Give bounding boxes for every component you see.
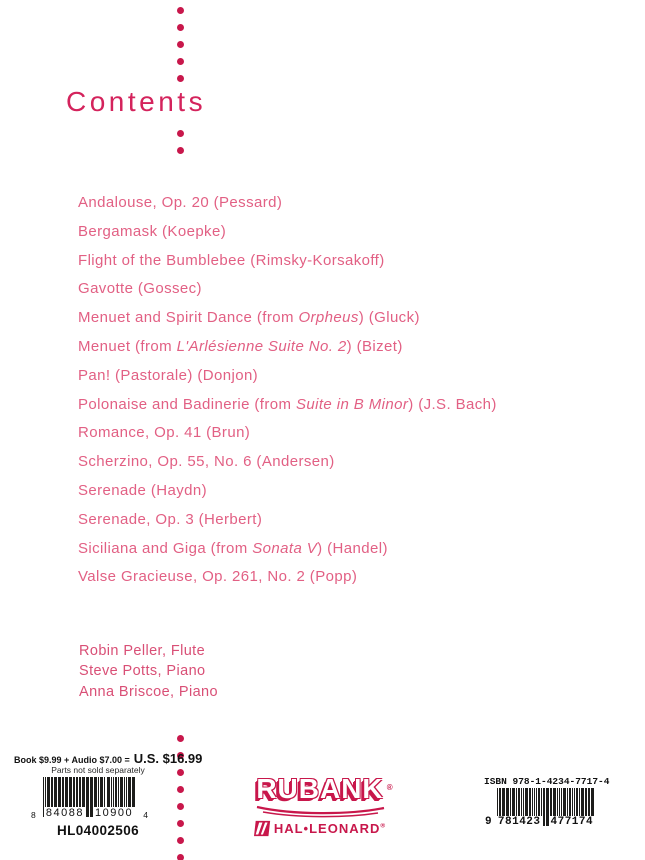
hal-leonard-logo-text: HAL•LEONARD® — [273, 821, 387, 836]
page-title: Contents — [66, 86, 207, 117]
dot-icon — [177, 7, 184, 14]
contents-item: Serenade (Haydn) — [78, 481, 207, 499]
contents-item: Scherzino, Op. 55, No. 6 (Andersen) — [78, 453, 335, 471]
ean-barcode — [483, 788, 608, 838]
contents-item: Pan! (Pastorale) (Donjon) — [78, 366, 259, 384]
dot-icon — [177, 854, 184, 860]
dotted-line-top — [177, 7, 184, 82]
credit-line: Steve Potts, Piano — [79, 663, 206, 680]
dot-icon — [177, 147, 184, 154]
ean-digit-group: 477174 — [550, 816, 594, 828]
contents-item: Andalouse, Op. 20 (Pessard) — [78, 194, 283, 211]
hal-leonard-hl-icon — [254, 820, 271, 837]
upc-digit-group: 84088 — [45, 807, 84, 819]
contents-item: Serenade, Op. 3 (Herbert) — [78, 510, 263, 528]
upc-lead-digit: 8 — [31, 810, 36, 820]
catalog-number: HL04002506 — [56, 823, 140, 838]
contents-item: Valse Gracieuse, Op. 261, No. 2 (Popp) — [78, 568, 358, 586]
hal-leonard-logo — [247, 820, 393, 837]
upc-digit-groups — [43, 807, 136, 819]
ean-digit-groups — [497, 816, 594, 828]
credits — [79, 641, 218, 702]
dot-icon — [177, 786, 184, 793]
price-total: U.S. $16.99 — [133, 751, 203, 766]
dot-icon — [177, 58, 184, 65]
dotted-line-mid — [177, 130, 184, 154]
dot-icon — [177, 803, 184, 810]
dot-icon — [177, 735, 184, 742]
contents-item: Siciliana and Giga (from Sonata V) (Handel) — [78, 539, 388, 557]
parts-note: Parts not sold separately — [51, 765, 145, 775]
dot-icon — [177, 41, 184, 48]
contents-item: Romance, Op. 41 (Brun) — [78, 424, 251, 442]
contents-item: Menuet and Spirit Dance (from Orpheus) (Gluck) — [78, 309, 420, 327]
contents-item: Flight of the Bumblebee (Rimsky-Korsakoff) — [78, 251, 385, 269]
contents-item: Gavotte (Gossec) — [78, 280, 202, 298]
upc-trail-digit: 4 — [143, 810, 148, 820]
credit-line: Robin Peller, Flute — [79, 643, 206, 659]
dot-icon — [177, 837, 184, 844]
contents-item: Bergamask (Koepke) — [78, 222, 227, 240]
rubank-logo — [256, 773, 393, 807]
dot-icon — [177, 130, 184, 137]
isbn-label: ISBN 978-1-4234-7717-4 — [484, 776, 610, 787]
publisher-logos — [247, 773, 393, 837]
upc-digit-group: 10900 — [95, 807, 134, 819]
ean-lead-digit: 9 — [485, 816, 492, 828]
dot-icon — [177, 75, 184, 82]
contents-item: Polonaise and Badinerie (from Suite in B Minor) (J.S. Bach) — [78, 395, 497, 413]
credit-line: Anna Briscoe, Piano — [79, 683, 218, 700]
upc-barcode — [30, 777, 148, 825]
ean-digit-group: 781423 — [497, 816, 541, 828]
rubank-logo-text: RUBANK — [256, 773, 384, 804]
dot-icon — [177, 24, 184, 31]
registered-trademark-icon: ® — [380, 822, 387, 830]
registered-trademark-icon: ® — [386, 783, 393, 792]
contents-list — [78, 189, 548, 592]
price-breakdown: Book $9.99 + Audio $7.00 = — [14, 755, 130, 765]
contents-item: Menuet (from L'Arlésienne Suite No. 2) (Bizet) — [78, 337, 403, 355]
